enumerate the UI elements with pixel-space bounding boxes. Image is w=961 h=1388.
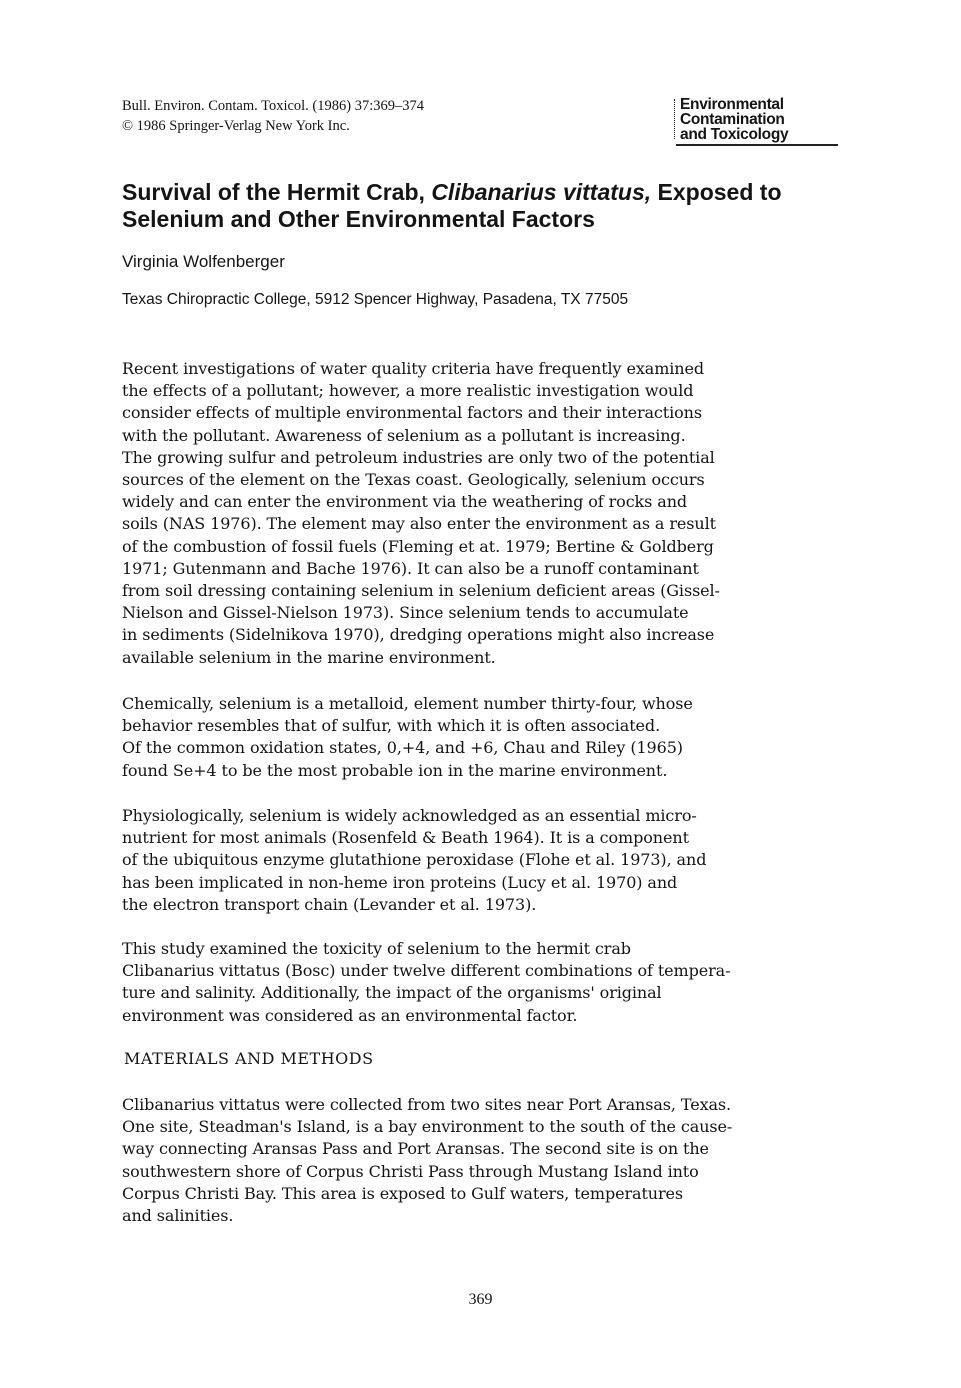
paragraph-text: Physiologically, selenium is widely acknowledged as an essential micro- nutrient for most animals (Rosenfeld & Beath 1964). It is a component of the ubiquitous enzyme glutathione peroxidase (Flohe et al. 1973), and has been implicated in non-heme iron proteins (Lucy et al. 1970) and the electron transport chain (Levander et al. 1973). — [122, 806, 707, 914]
title-species: Clibanarius vittatus, — [431, 179, 652, 205]
section-heading: MATERIALS AND METHODS — [124, 1049, 374, 1068]
citation-line-1: Bull. Environ. Contam. Toxicol. (1986) 37:369–374 — [122, 98, 424, 114]
logo-side-bar — [674, 99, 679, 139]
paragraph-text: Clibanarius vittatus were collected from two sites near Port Aransas, Texas. One site, Steadman's Island, is a bay environment to the south of the cause- way connecting Aransas Pass and Port Aransas. The second site is on the southwestern shore of Corpus Christi Pass through Mustang Island into Corpus Christi Bay. This area is exposed to Gulf waters, temperatures and salinities. — [122, 1095, 733, 1226]
journal-logo-line-1: Environmental — [680, 96, 784, 113]
methods-paragraph — [122, 1094, 882, 1227]
citation-block — [122, 96, 424, 136]
citation-line-2: © 1986 Springer-Verlag New York Inc. — [122, 118, 350, 134]
intro-paragraph-4 — [122, 938, 882, 1027]
title-part-1: Survival of the Hermit Crab, — [122, 179, 432, 205]
author-name: Virginia Wolfenberger — [122, 252, 285, 271]
intro-paragraph-3 — [122, 805, 882, 916]
journal-logo-line-3: and Toxicology — [680, 126, 789, 143]
paragraph-text: This study examined the toxicity of selenium to the hermit crab Clibanarius vittatus (Bosc) under twelve different combinations of tempera- ture and salinity. Additionally, the impact of the organisms' original environment was considered as an environmental factor. — [122, 939, 731, 1025]
journal-logo — [676, 97, 838, 146]
paragraph-text: Chemically, selenium is a metalloid, element number thirty-four, whose behavior resembles that of sulfur, with which it is often associated. Of the common oxidation states, 0,+4, and +6, Chau and Riley (1965) found Se+4 to be the most probable ion in the marine environment. — [122, 694, 693, 780]
author-affiliation: Texas Chiropractic College, 5912 Spencer Highway, Pasadena, TX 77505 — [122, 291, 629, 308]
intro-paragraph-2 — [122, 693, 882, 782]
title-part-2: Exposed to Selenium and Other Environmental Factors — [122, 179, 782, 232]
intro-paragraph-1 — [122, 358, 882, 669]
page-number: 369 — [468, 1291, 493, 1308]
article-title — [122, 179, 852, 233]
journal-logo-line-2: Contamination — [680, 111, 785, 128]
paragraph-text: Recent investigations of water quality criteria have frequently examined the effects of a pollutant; however, a more realistic investigation would consider effects of multiple environmental factors and their interactions with the pollutant. Awareness of selenium as a pollutant is increasing. The growing sulfur and petroleum industries are only two of the potential sources of the element on the Texas coast. Geologically, selenium occurs widely and can enter the environment via the weathering of rocks and soils (NAS 1976). The element may also enter the environment as a result of the combustion of fossil fuels (Fleming et at. 1979; Bertine & Goldberg 1971; Gutenmann and Bache 1976). It can also be a runoff contaminant from soil dressing containing selenium in selenium deficient areas (Gissel- Nielson and Gissel-Nielson 1973). Since selenium tends to accumulate in sediments (Sidelnikova 1970), dredging operations might also increase available selenium in the marine environment. — [122, 359, 720, 667]
